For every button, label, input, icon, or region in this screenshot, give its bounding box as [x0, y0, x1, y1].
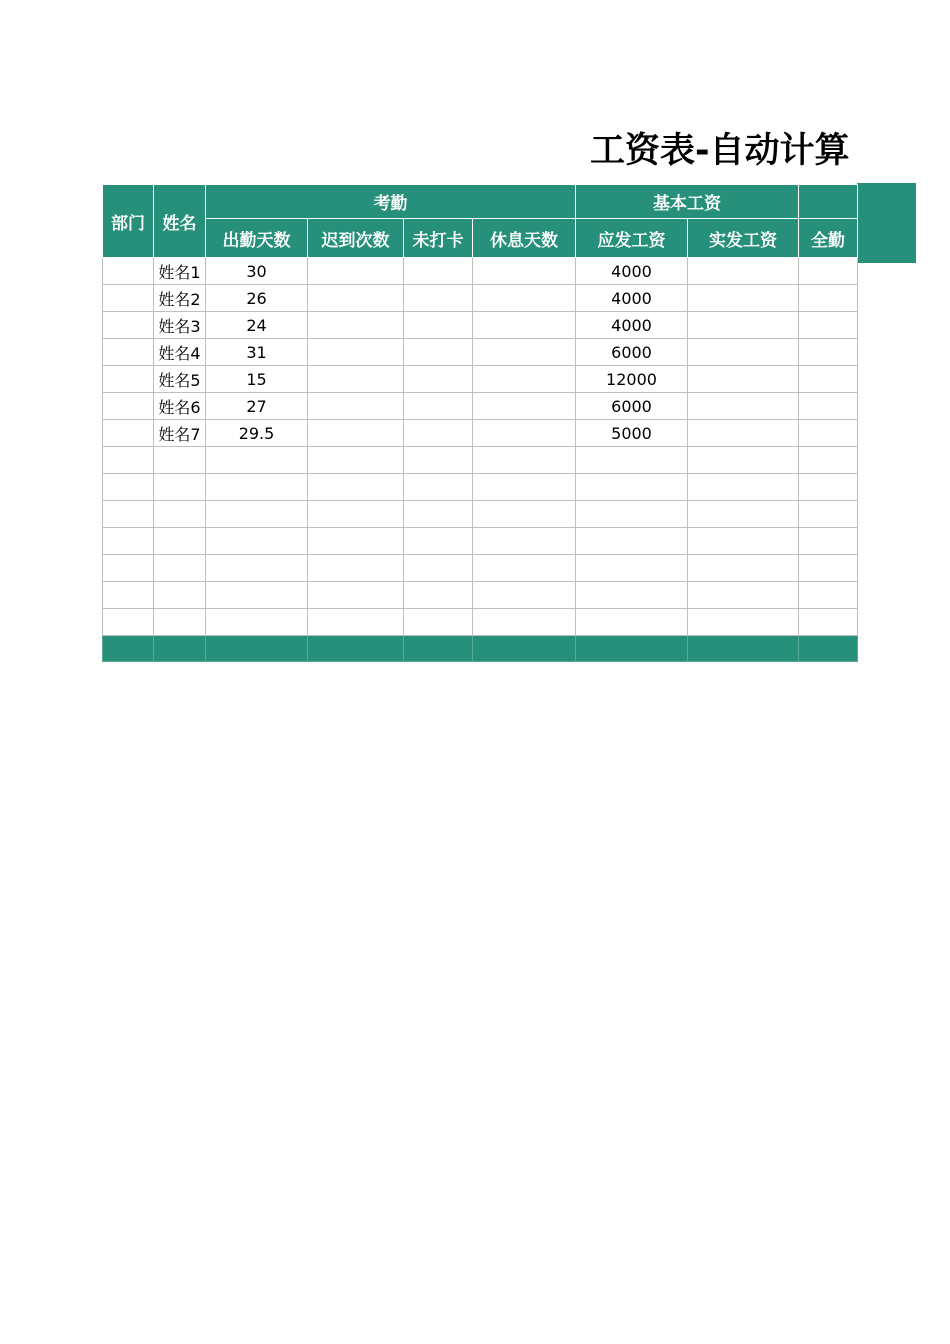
- table-row: [103, 609, 858, 636]
- header-rest-days[interactable]: 休息天数: [473, 219, 576, 258]
- cell-dept[interactable]: [103, 393, 154, 420]
- cell-no-clock[interactable]: [404, 501, 473, 528]
- header-dept[interactable]: 部门: [103, 185, 154, 258]
- footer-cell[interactable]: [799, 636, 858, 662]
- cell-salary-actual[interactable]: [688, 420, 799, 447]
- cell-name[interactable]: [154, 474, 206, 501]
- cell-attendance-days[interactable]: [206, 501, 308, 528]
- footer-cell[interactable]: [688, 636, 799, 662]
- footer-cell[interactable]: [576, 636, 688, 662]
- footer-row: [103, 636, 858, 662]
- cell-late-count[interactable]: [308, 393, 404, 420]
- cell-no-clock[interactable]: [404, 420, 473, 447]
- cell-dept[interactable]: [103, 285, 154, 312]
- table-row: [103, 285, 858, 312]
- cell-dept[interactable]: [103, 258, 154, 285]
- table-row: [103, 420, 858, 447]
- cell-name[interactable]: 姓名6: [154, 393, 206, 420]
- table-row: [103, 555, 858, 582]
- cell-no-clock[interactable]: [404, 474, 473, 501]
- salary-table: [102, 184, 858, 662]
- cell-no-clock[interactable]: [404, 339, 473, 366]
- cell-attendance-days[interactable]: 15: [206, 366, 308, 393]
- cell-name[interactable]: [154, 528, 206, 555]
- table-body: [103, 258, 858, 636]
- cell-dept[interactable]: [103, 312, 154, 339]
- table-row: [103, 312, 858, 339]
- cell-name[interactable]: [154, 582, 206, 609]
- table-row: [103, 447, 858, 474]
- header-full-attendance[interactable]: 全勤: [799, 219, 858, 258]
- cell-no-clock[interactable]: [404, 312, 473, 339]
- cell-attendance-days[interactable]: 29.5: [206, 420, 308, 447]
- header-no-clock[interactable]: 未打卡: [404, 219, 473, 258]
- cell-salary-due[interactable]: 6000: [576, 393, 688, 420]
- cell-salary-actual[interactable]: [688, 501, 799, 528]
- cell-salary-due[interactable]: [576, 582, 688, 609]
- cell-no-clock[interactable]: [404, 285, 473, 312]
- cell-rest-days[interactable]: [473, 609, 576, 636]
- cell-no-clock[interactable]: [404, 528, 473, 555]
- cell-rest-days[interactable]: [473, 420, 576, 447]
- cell-attendance-days[interactable]: 31: [206, 339, 308, 366]
- cell-salary-actual[interactable]: [688, 258, 799, 285]
- header-name[interactable]: 姓名: [154, 185, 206, 258]
- cell-salary-actual[interactable]: [688, 312, 799, 339]
- cell-salary-due[interactable]: 4000: [576, 312, 688, 339]
- cell-dept[interactable]: [103, 366, 154, 393]
- cell-rest-days[interactable]: [473, 366, 576, 393]
- cell-name[interactable]: [154, 555, 206, 582]
- cell-rest-days[interactable]: [473, 501, 576, 528]
- cell-attendance-days[interactable]: 24: [206, 312, 308, 339]
- cell-salary-due[interactable]: 12000: [576, 366, 688, 393]
- cell-attendance-days[interactable]: [206, 528, 308, 555]
- cell-attendance-days[interactable]: [206, 582, 308, 609]
- header-attendance-days[interactable]: 出勤天数: [206, 219, 308, 258]
- cell-full-attendance[interactable]: [799, 474, 858, 501]
- cell-salary-actual[interactable]: [688, 339, 799, 366]
- footer-cell[interactable]: [154, 636, 206, 662]
- cell-salary-actual[interactable]: [688, 285, 799, 312]
- cell-rest-days[interactable]: [473, 339, 576, 366]
- cell-rest-days[interactable]: [473, 393, 576, 420]
- header-row-1: [103, 185, 858, 219]
- page-title: 工资表-自动计算: [590, 131, 850, 171]
- cell-rest-days[interactable]: [473, 582, 576, 609]
- cell-name[interactable]: [154, 609, 206, 636]
- cell-full-attendance[interactable]: [799, 555, 858, 582]
- cell-no-clock[interactable]: [404, 258, 473, 285]
- table-row: [103, 339, 858, 366]
- cell-dept[interactable]: [103, 609, 154, 636]
- cell-full-attendance[interactable]: [799, 339, 858, 366]
- header-salary-actual[interactable]: 实发工资: [688, 219, 799, 258]
- cell-salary-actual[interactable]: [688, 555, 799, 582]
- cell-attendance-days[interactable]: [206, 447, 308, 474]
- footer-cell[interactable]: [473, 636, 576, 662]
- cell-attendance-days[interactable]: 26: [206, 285, 308, 312]
- cell-dept[interactable]: [103, 474, 154, 501]
- cell-no-clock[interactable]: [404, 447, 473, 474]
- cell-full-attendance[interactable]: [799, 393, 858, 420]
- cell-salary-actual[interactable]: [688, 474, 799, 501]
- cell-salary-due[interactable]: [576, 528, 688, 555]
- cell-late-count[interactable]: [308, 609, 404, 636]
- table-row: [103, 258, 858, 285]
- cell-late-count[interactable]: [308, 420, 404, 447]
- cell-late-count[interactable]: [308, 555, 404, 582]
- cell-salary-actual[interactable]: [688, 582, 799, 609]
- cell-name[interactable]: [154, 501, 206, 528]
- cell-name[interactable]: 姓名2: [154, 285, 206, 312]
- footer-cell[interactable]: [404, 636, 473, 662]
- cell-full-attendance[interactable]: [799, 609, 858, 636]
- cell-salary-due[interactable]: 5000: [576, 420, 688, 447]
- table-row: [103, 393, 858, 420]
- cell-rest-days[interactable]: [473, 312, 576, 339]
- cell-rest-days[interactable]: [473, 285, 576, 312]
- cell-full-attendance[interactable]: [799, 366, 858, 393]
- footer-cell[interactable]: [206, 636, 308, 662]
- cell-salary-due[interactable]: [576, 474, 688, 501]
- cell-name[interactable]: 姓名5: [154, 366, 206, 393]
- cell-no-clock[interactable]: [404, 555, 473, 582]
- cell-attendance-days[interactable]: [206, 555, 308, 582]
- cell-dept[interactable]: [103, 339, 154, 366]
- header-empty-cell[interactable]: [799, 185, 858, 219]
- cell-rest-days[interactable]: [473, 474, 576, 501]
- cell-salary-actual[interactable]: [688, 447, 799, 474]
- header-row-2: [103, 219, 858, 258]
- cell-no-clock[interactable]: [404, 582, 473, 609]
- cell-name[interactable]: 姓名1: [154, 258, 206, 285]
- header-group-base-salary[interactable]: 基本工资: [576, 185, 799, 219]
- cell-rest-days[interactable]: [473, 258, 576, 285]
- cell-salary-due[interactable]: [576, 447, 688, 474]
- table-row: [103, 582, 858, 609]
- table-row: [103, 474, 858, 501]
- cell-salary-due[interactable]: [576, 555, 688, 582]
- cell-late-count[interactable]: [308, 258, 404, 285]
- cell-full-attendance[interactable]: [799, 258, 858, 285]
- cell-late-count[interactable]: [308, 474, 404, 501]
- cell-rest-days[interactable]: [473, 555, 576, 582]
- cell-salary-actual[interactable]: [688, 393, 799, 420]
- cell-dept[interactable]: [103, 420, 154, 447]
- cell-salary-due[interactable]: [576, 609, 688, 636]
- cell-no-clock[interactable]: [404, 366, 473, 393]
- table-row: [103, 501, 858, 528]
- cell-salary-due[interactable]: 6000: [576, 339, 688, 366]
- cell-name[interactable]: 姓名3: [154, 312, 206, 339]
- cell-late-count[interactable]: [308, 528, 404, 555]
- cell-rest-days[interactable]: [473, 528, 576, 555]
- cell-salary-due[interactable]: 4000: [576, 258, 688, 285]
- cell-dept[interactable]: [103, 555, 154, 582]
- footer-cell[interactable]: [308, 636, 404, 662]
- cell-late-count[interactable]: [308, 582, 404, 609]
- cell-full-attendance[interactable]: [799, 420, 858, 447]
- cell-name[interactable]: 姓名4: [154, 339, 206, 366]
- cell-salary-due[interactable]: [576, 501, 688, 528]
- cell-dept[interactable]: [103, 447, 154, 474]
- footer-cell[interactable]: [103, 636, 154, 662]
- cell-no-clock[interactable]: [404, 609, 473, 636]
- cell-name[interactable]: [154, 447, 206, 474]
- cell-salary-actual[interactable]: [688, 366, 799, 393]
- cell-salary-due[interactable]: 4000: [576, 285, 688, 312]
- header-side-tab: [857, 183, 916, 263]
- cell-late-count[interactable]: [308, 447, 404, 474]
- cell-attendance-days[interactable]: 30: [206, 258, 308, 285]
- cell-late-count[interactable]: [308, 366, 404, 393]
- cell-late-count[interactable]: [308, 285, 404, 312]
- table-row: [103, 528, 858, 555]
- cell-full-attendance[interactable]: [799, 501, 858, 528]
- cell-full-attendance[interactable]: [799, 528, 858, 555]
- cell-attendance-days[interactable]: [206, 609, 308, 636]
- cell-attendance-days[interactable]: [206, 474, 308, 501]
- cell-full-attendance[interactable]: [799, 447, 858, 474]
- table-row: [103, 366, 858, 393]
- cell-rest-days[interactable]: [473, 447, 576, 474]
- cell-full-attendance[interactable]: [799, 312, 858, 339]
- cell-attendance-days[interactable]: 27: [206, 393, 308, 420]
- cell-dept[interactable]: [103, 528, 154, 555]
- header-group-attendance[interactable]: 考勤: [206, 185, 576, 219]
- cell-salary-actual[interactable]: [688, 609, 799, 636]
- cell-late-count[interactable]: [308, 339, 404, 366]
- header-salary-due[interactable]: 应发工资: [576, 219, 688, 258]
- cell-full-attendance[interactable]: [799, 285, 858, 312]
- cell-full-attendance[interactable]: [799, 582, 858, 609]
- cell-late-count[interactable]: [308, 501, 404, 528]
- cell-no-clock[interactable]: [404, 393, 473, 420]
- cell-late-count[interactable]: [308, 312, 404, 339]
- cell-salary-actual[interactable]: [688, 528, 799, 555]
- header-late-count[interactable]: 迟到次数: [308, 219, 404, 258]
- cell-name[interactable]: 姓名7: [154, 420, 206, 447]
- cell-dept[interactable]: [103, 501, 154, 528]
- cell-dept[interactable]: [103, 582, 154, 609]
